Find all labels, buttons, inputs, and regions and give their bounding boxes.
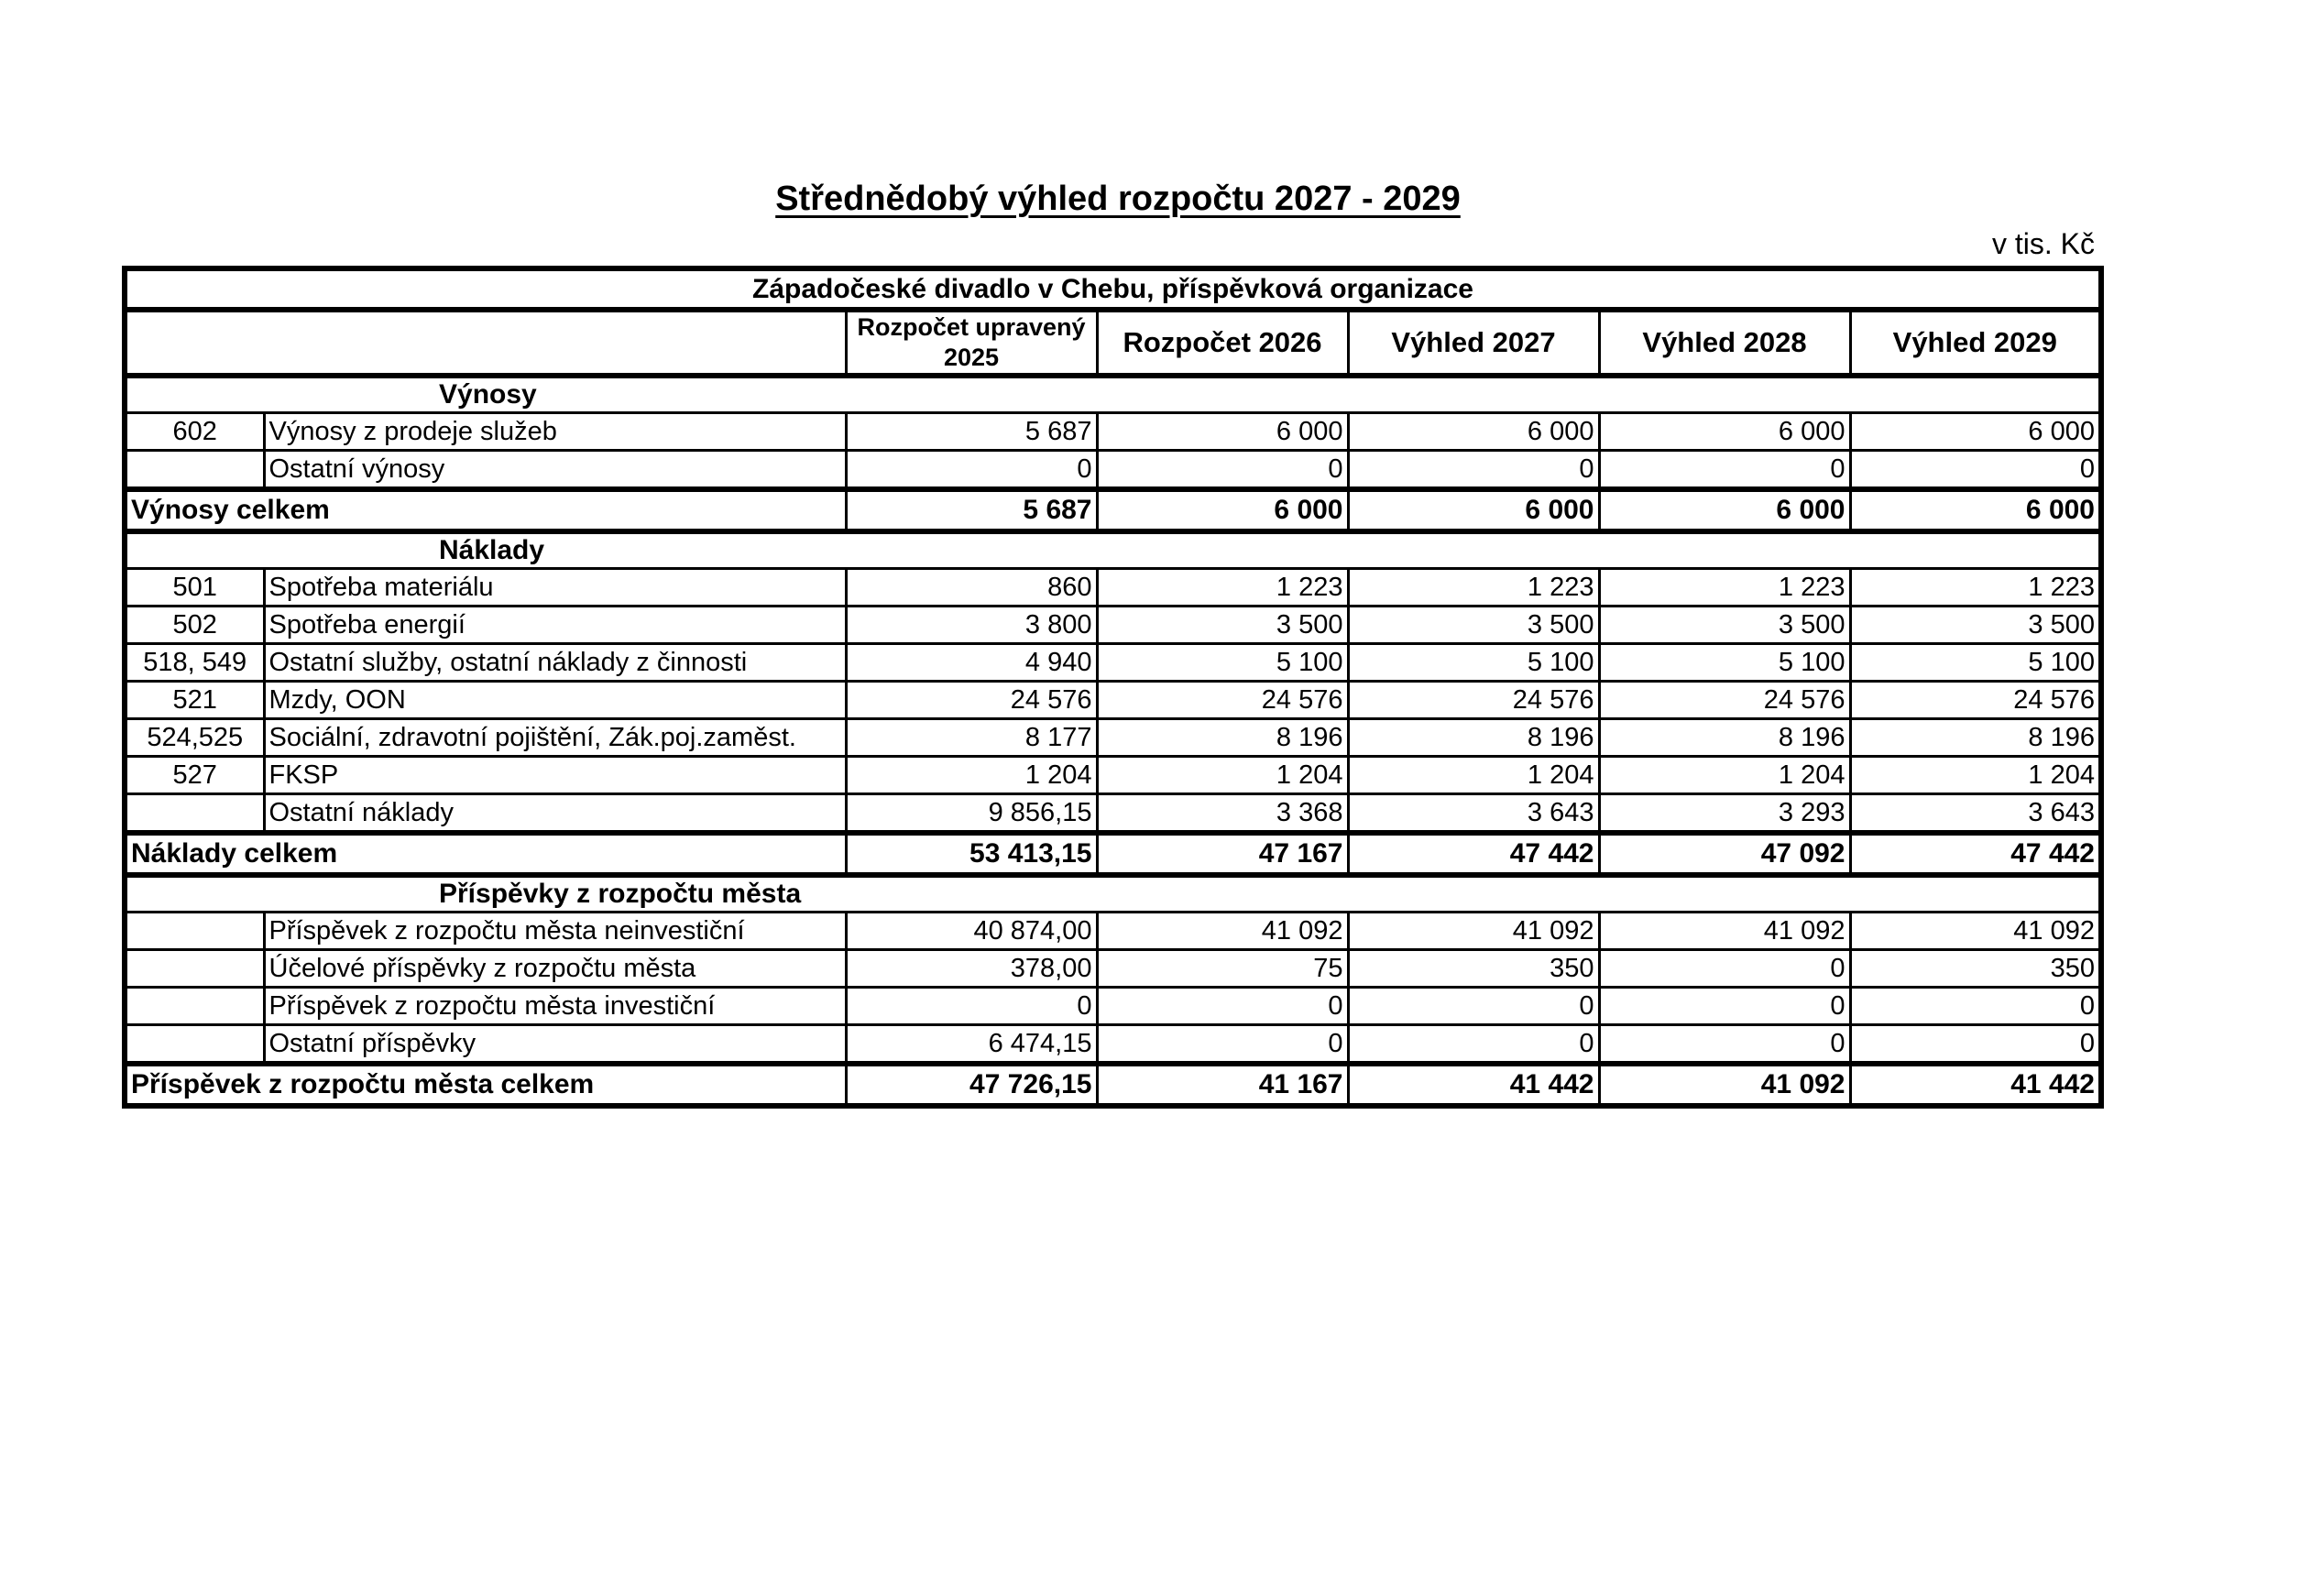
account-code: 527 bbox=[125, 757, 264, 794]
organization-row bbox=[125, 268, 2101, 310]
value-cell: 1 204 bbox=[1850, 757, 2101, 794]
value-cell: 0 bbox=[1348, 1025, 1599, 1065]
total-value: 53 413,15 bbox=[846, 833, 1097, 875]
account-code bbox=[125, 451, 264, 490]
column-header: Výhled 2028 bbox=[1599, 310, 1850, 376]
header-row bbox=[125, 310, 2101, 376]
value-cell: 24 576 bbox=[1850, 682, 2101, 719]
value-cell: 0 bbox=[1850, 988, 2101, 1025]
value-cell: 0 bbox=[846, 988, 1097, 1025]
total-value: 47 442 bbox=[1850, 833, 2101, 875]
total-value: 6 000 bbox=[1348, 489, 1599, 531]
table-row bbox=[125, 794, 2101, 834]
account-code bbox=[125, 794, 264, 834]
account-code bbox=[125, 1025, 264, 1065]
total-row bbox=[125, 489, 2101, 531]
row-label: Příspěvek z rozpočtu města neinvestiční bbox=[264, 913, 846, 950]
value-cell: 0 bbox=[1599, 1025, 1850, 1065]
value-cell: 1 204 bbox=[1097, 757, 1348, 794]
value-cell: 6 000 bbox=[1850, 413, 2101, 451]
total-value: 5 687 bbox=[846, 489, 1097, 531]
value-cell: 6 000 bbox=[1599, 413, 1850, 451]
row-label: Ostatní náklady bbox=[264, 794, 846, 834]
value-cell: 350 bbox=[1348, 950, 1599, 988]
column-header: Výhled 2029 bbox=[1850, 310, 2101, 376]
total-value: 47 167 bbox=[1097, 833, 1348, 875]
account-code: 521 bbox=[125, 682, 264, 719]
organization-name: Západočeské divadlo v Chebu, příspěvková organizace bbox=[125, 268, 2101, 310]
section-label: Výnosy bbox=[125, 376, 2101, 413]
value-cell: 0 bbox=[1599, 950, 1850, 988]
value-cell: 5 687 bbox=[846, 413, 1097, 451]
total-value: 41 442 bbox=[1850, 1064, 2101, 1106]
table-row bbox=[125, 719, 2101, 757]
value-cell: 6 000 bbox=[1348, 413, 1599, 451]
value-cell: 41 092 bbox=[1097, 913, 1348, 950]
table-row bbox=[125, 451, 2101, 490]
value-cell: 41 092 bbox=[1599, 913, 1850, 950]
total-value: 47 092 bbox=[1599, 833, 1850, 875]
account-code: 602 bbox=[125, 413, 264, 451]
total-value: 6 000 bbox=[1599, 489, 1850, 531]
total-value: 6 000 bbox=[1097, 489, 1348, 531]
value-cell: 8 196 bbox=[1097, 719, 1348, 757]
section-header-row bbox=[125, 875, 2101, 913]
value-cell: 5 100 bbox=[1097, 644, 1348, 682]
value-cell: 8 177 bbox=[846, 719, 1097, 757]
value-cell: 3 368 bbox=[1097, 794, 1348, 834]
value-cell: 378,00 bbox=[846, 950, 1097, 988]
value-cell: 1 204 bbox=[1348, 757, 1599, 794]
row-label: Spotřeba energií bbox=[264, 607, 846, 644]
row-label: Sociální, zdravotní pojištění, Zák.poj.zaměst. bbox=[264, 719, 846, 757]
column-header: Rozpočet 2026 bbox=[1097, 310, 1348, 376]
table-row bbox=[125, 607, 2101, 644]
account-code: 501 bbox=[125, 569, 264, 607]
value-cell: 6 000 bbox=[1097, 413, 1348, 451]
row-label: Ostatní služby, ostatní náklady z činnosti bbox=[264, 644, 846, 682]
value-cell: 3 643 bbox=[1850, 794, 2101, 834]
value-cell: 3 500 bbox=[1348, 607, 1599, 644]
value-cell: 24 576 bbox=[1097, 682, 1348, 719]
row-label: Výnosy z prodeje služeb bbox=[264, 413, 846, 451]
value-cell: 8 196 bbox=[1850, 719, 2101, 757]
value-cell: 1 223 bbox=[1850, 569, 2101, 607]
account-code bbox=[125, 988, 264, 1025]
total-value: 47 442 bbox=[1348, 833, 1599, 875]
total-value: 47 726,15 bbox=[846, 1064, 1097, 1106]
value-cell: 40 874,00 bbox=[846, 913, 1097, 950]
value-cell: 8 196 bbox=[1348, 719, 1599, 757]
value-cell: 1 223 bbox=[1599, 569, 1850, 607]
value-cell: 3 643 bbox=[1348, 794, 1599, 834]
value-cell: 1 223 bbox=[1348, 569, 1599, 607]
value-cell: 24 576 bbox=[1599, 682, 1850, 719]
value-cell: 0 bbox=[1850, 1025, 2101, 1065]
row-label: Ostatní výnosy bbox=[264, 451, 846, 490]
header-blank bbox=[125, 310, 846, 376]
total-label: Náklady celkem bbox=[125, 833, 846, 875]
value-cell: 0 bbox=[1097, 988, 1348, 1025]
account-code bbox=[125, 950, 264, 988]
value-cell: 3 500 bbox=[1850, 607, 2101, 644]
table-row bbox=[125, 644, 2101, 682]
account-code bbox=[125, 913, 264, 950]
value-cell: 9 856,15 bbox=[846, 794, 1097, 834]
value-cell: 1 204 bbox=[1599, 757, 1850, 794]
total-value: 41 092 bbox=[1599, 1064, 1850, 1106]
total-value: 41 442 bbox=[1348, 1064, 1599, 1106]
budget-table bbox=[122, 266, 2104, 1109]
value-cell: 3 500 bbox=[1599, 607, 1850, 644]
table-row bbox=[125, 913, 2101, 950]
table-row bbox=[125, 569, 2101, 607]
column-header: Výhled 2027 bbox=[1348, 310, 1599, 376]
table-row bbox=[125, 988, 2101, 1025]
section-header-row bbox=[125, 531, 2101, 569]
total-value: 41 167 bbox=[1097, 1064, 1348, 1106]
value-cell: 41 092 bbox=[1348, 913, 1599, 950]
value-cell: 3 500 bbox=[1097, 607, 1348, 644]
total-row bbox=[125, 833, 2101, 875]
value-cell: 0 bbox=[1348, 988, 1599, 1025]
account-code: 524,525 bbox=[125, 719, 264, 757]
value-cell: 350 bbox=[1850, 950, 2101, 988]
row-label: Mzdy, OON bbox=[264, 682, 846, 719]
value-cell: 860 bbox=[846, 569, 1097, 607]
value-cell: 3 800 bbox=[846, 607, 1097, 644]
total-label: Výnosy celkem bbox=[125, 489, 846, 531]
row-label: Účelové příspěvky z rozpočtu města bbox=[264, 950, 846, 988]
value-cell: 75 bbox=[1097, 950, 1348, 988]
section-label: Příspěvky z rozpočtu města bbox=[125, 875, 2101, 913]
section-label: Náklady bbox=[125, 531, 2101, 569]
value-cell: 0 bbox=[1097, 1025, 1348, 1065]
value-cell: 8 196 bbox=[1599, 719, 1850, 757]
units-label: v tis. Kč bbox=[1991, 227, 2095, 260]
total-label: Příspěvek z rozpočtu města celkem bbox=[125, 1064, 846, 1106]
value-cell: 3 293 bbox=[1599, 794, 1850, 834]
value-cell: 0 bbox=[1348, 451, 1599, 490]
value-cell: 1 204 bbox=[846, 757, 1097, 794]
document-title: Střednědobý výhled rozpočtu 2027 - 2029 bbox=[775, 180, 1461, 218]
total-row bbox=[125, 1064, 2101, 1106]
value-cell: 4 940 bbox=[846, 644, 1097, 682]
value-cell: 5 100 bbox=[1850, 644, 2101, 682]
value-cell: 24 576 bbox=[846, 682, 1097, 719]
table-row bbox=[125, 757, 2101, 794]
value-cell: 0 bbox=[846, 451, 1097, 490]
value-cell: 1 223 bbox=[1097, 569, 1348, 607]
table-row bbox=[125, 1025, 2101, 1065]
value-cell: 0 bbox=[1599, 988, 1850, 1025]
total-value: 6 000 bbox=[1850, 489, 2101, 531]
row-label: Příspěvek z rozpočtu města investiční bbox=[264, 988, 846, 1025]
value-cell: 5 100 bbox=[1599, 644, 1850, 682]
value-cell: 5 100 bbox=[1348, 644, 1599, 682]
account-code: 518, 549 bbox=[125, 644, 264, 682]
account-code: 502 bbox=[125, 607, 264, 644]
column-header: Rozpočet upravený 2025 bbox=[846, 310, 1097, 376]
value-cell: 0 bbox=[1599, 451, 1850, 490]
row-label: Spotřeba materiálu bbox=[264, 569, 846, 607]
value-cell: 0 bbox=[1097, 451, 1348, 490]
row-label: FKSP bbox=[264, 757, 846, 794]
value-cell: 41 092 bbox=[1850, 913, 2101, 950]
table-row bbox=[125, 950, 2101, 988]
value-cell: 0 bbox=[1850, 451, 2101, 490]
table-row bbox=[125, 413, 2101, 451]
value-cell: 24 576 bbox=[1348, 682, 1599, 719]
table-row bbox=[125, 682, 2101, 719]
value-cell: 6 474,15 bbox=[846, 1025, 1097, 1065]
row-label: Ostatní příspěvky bbox=[264, 1025, 846, 1065]
section-header-row bbox=[125, 376, 2101, 413]
